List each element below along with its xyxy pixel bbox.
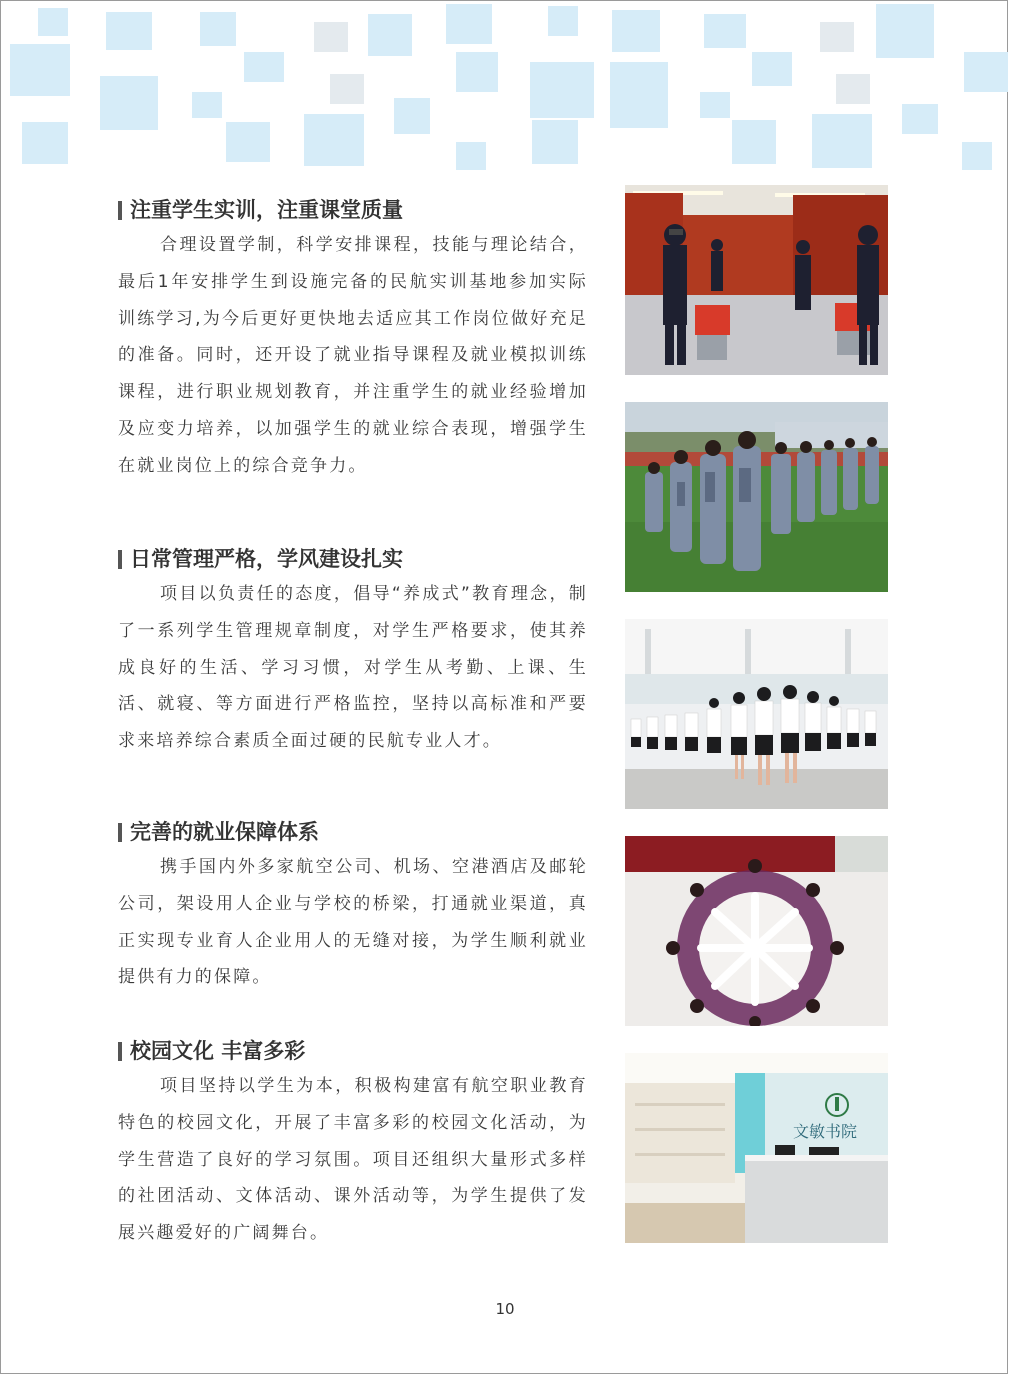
section-heading [118,1037,588,1065]
section-heading [118,818,588,846]
heading-text: 完善的就业保障体系 [130,820,319,844]
section-practical-training [118,196,588,485]
page-number: 10 [495,1300,515,1318]
photo-reception-hall [625,1053,888,1243]
section-daily-management [118,545,588,760]
section-employment-guarantee [118,818,588,996]
section-body: 合理设置学制，科学安排课程，技能与理论结合，最后1年安排学生到设施完备的民航实训基地参加实际训练学习,为今后更好更快地去适应其工作岗位做好充足的准备。同时，还开设了就业指导课程及就业模拟训练课程，进行职业规划教育，并注重学生的就业经验增加及应变力培养，以加强学生的就业综合表现，增强学生在就业岗位上的综合竞争力。 [118,235,588,476]
heading-bar [118,550,122,569]
section-heading [118,545,588,573]
heading-bar [118,1042,122,1061]
section-body: 携手国内外多家航空公司、机场、空港酒店及邮轮公司，架设用人企业与学校的桥梁，打通就业渠道，真正实现专业育人企业用人的无缝对接，为学生顺利就业提供有力的保障。 [118,857,588,988]
photo-dance-formation [625,836,888,1026]
reception-sign-text: 文敏书院 [793,1122,858,1141]
heading-bar [118,823,122,842]
section-heading [118,196,588,224]
decorative-squares-band [0,0,1010,175]
heading-text: 校园文化 丰富多彩 [130,1039,306,1063]
photo-etiquette-training [625,619,888,809]
section-campus-culture [118,1037,588,1252]
section-body: 项目以负责任的态度，倡导“养成式”教育理念，制了一系列学生管理规章制度，对学生严格要求，使其养成良好的生活、学习习惯，对学生从考勤、上课、生活、就寝、等方面进行严格监控，坚持以高标准和严要求来培养综合素质全面过硬的民航专业人才。 [118,584,588,752]
photo-military-drill [625,402,888,592]
photo-vr-training [625,185,888,375]
heading-text: 注重学生实训，注重课堂质量 [130,198,403,222]
section-body: 项目坚持以学生为本，积极构建富有航空职业教育特色的校园文化，开展了丰富多彩的校园文化活动，为学生营造了良好的学习氛围。项目还组织大量形式多样的社团活动、文体活动、课外活动等，为学生提供了发展兴趣爱好的广阔舞台。 [118,1076,588,1244]
heading-text: 日常管理严格，学风建设扎实 [130,547,403,571]
heading-bar [118,201,122,220]
